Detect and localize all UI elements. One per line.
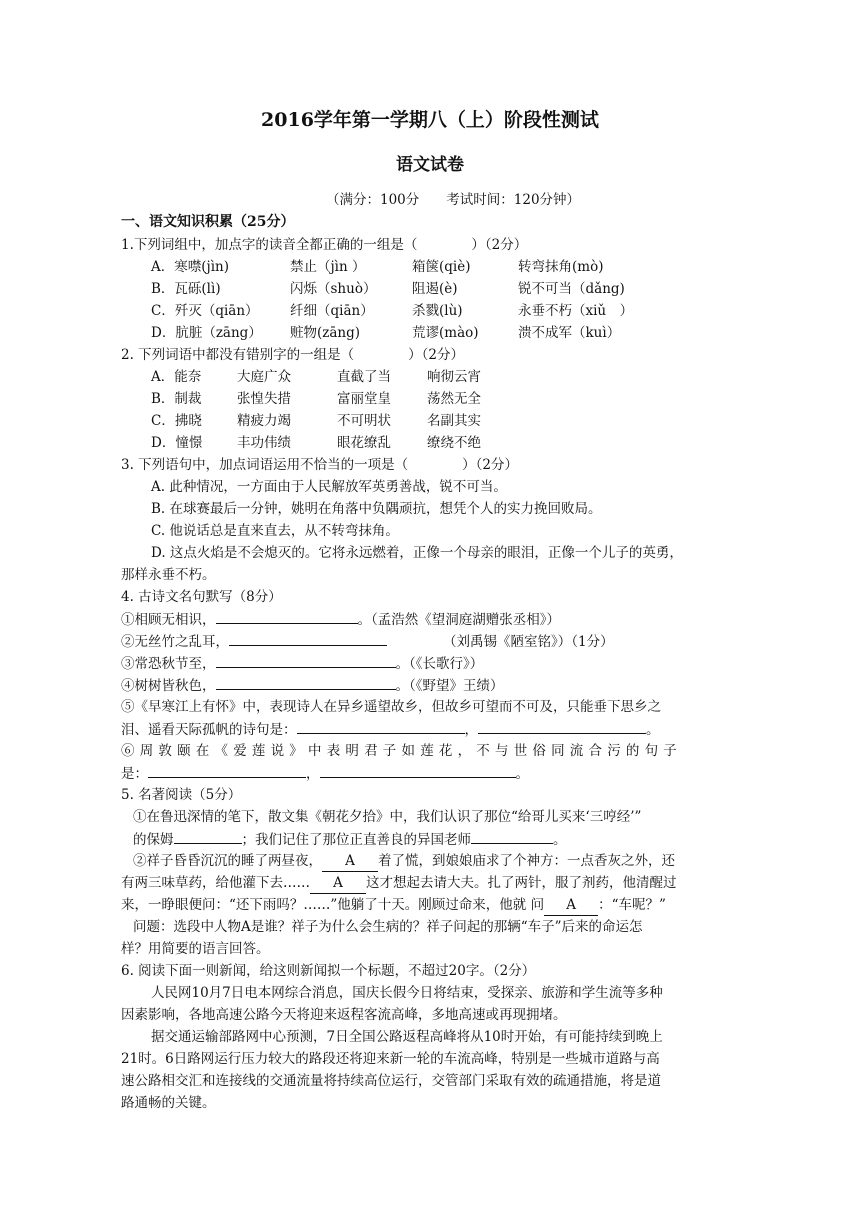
q2-d-2: 丰功伟绩 bbox=[237, 435, 291, 451]
question-4-stem: 4. 古诗文名句默写（8分） bbox=[121, 589, 282, 605]
q1-b-4: 锐不可当（dǎng) bbox=[518, 281, 625, 297]
q1-d-2: 赃物(zāng) bbox=[290, 325, 361, 341]
q5-part-2 bbox=[133, 851, 675, 872]
q5-part-1: ①在鲁迅深情的笔下，散文集《朝花夕拾》中，我们认识了那位“给哥儿买来‘三哼经’” bbox=[133, 809, 642, 825]
q5-part-2-line3 bbox=[121, 895, 666, 916]
q2-b-2: 张惶失措 bbox=[237, 391, 291, 407]
q3-option-b: B. 在球赛最后一分钟，姚明在角落中负隅顽抗，想凭个人的实力挽回败局。 bbox=[151, 501, 602, 517]
q1-d-3: 荒谬(mào) bbox=[412, 325, 479, 341]
q4-item-4-text: ④树树皆秋色， bbox=[121, 678, 216, 694]
a-mark: A bbox=[322, 851, 378, 872]
q2-d-3: 眼花缭乱 bbox=[337, 435, 391, 451]
question-1-stem: 1.下列词组中，加点字的读音全都正确的一组是（ ）（2分） bbox=[121, 237, 528, 253]
q5-part-2-text: ②祥子昏昏沉沉的睡了两昼夜， bbox=[133, 853, 322, 869]
q4-item-6-prompt: 是： bbox=[121, 766, 148, 782]
q2-d-4: 缭绕不绝 bbox=[427, 435, 481, 451]
answer-blank[interactable] bbox=[216, 675, 396, 690]
q1-a-4: 转弯抹角(mò) bbox=[518, 259, 604, 275]
q2-d-1: D．憧憬 bbox=[151, 435, 203, 451]
news-line: 人民网10月7日电本网综合消息，国庆长假今日将结束，受探亲、旅游和学生流等多种 bbox=[151, 985, 663, 1001]
question-2-stem: 2. 下列词语中都没有错别字的一组是（ ）（2分） bbox=[121, 347, 465, 363]
q4-item-3-text: ③常恐秋节至， bbox=[121, 656, 216, 672]
exam-title: 2016学年第一学期八（上）阶段性测试 bbox=[261, 109, 599, 131]
answer-blank[interactable] bbox=[174, 829, 242, 844]
q1-b-3: 阻遏(è) bbox=[412, 281, 458, 297]
answer-blank[interactable] bbox=[320, 763, 516, 778]
q4-item-6-cont: 是： ， 。 bbox=[121, 763, 529, 784]
q1-c-2: 纤细（qiān） bbox=[290, 303, 374, 319]
question-6-stem: 6. 阅读下面一则新闻，给这则新闻拟一个标题，不超过20字。（2分） bbox=[121, 963, 536, 979]
q3-option-a: A. 此种情况，一方面由于人民解放军英勇善战，锐不可当。 bbox=[151, 479, 507, 495]
q1-d-4: 溃不成军（kuì） bbox=[518, 325, 621, 341]
q2-a-4: 响彻云宵 bbox=[427, 369, 481, 385]
q2-c-1: C．拂晓 bbox=[151, 413, 202, 429]
a-mark: A bbox=[544, 895, 598, 916]
q3-option-c: C. 他说话总是直来直去，从不转弯抹角。 bbox=[151, 523, 399, 539]
answer-blank[interactable] bbox=[216, 653, 396, 668]
q1-b-2: 闪烁（shuò） bbox=[290, 281, 377, 297]
exam-subtitle: 语文试卷 bbox=[396, 155, 464, 175]
answer-blank[interactable] bbox=[478, 719, 646, 734]
q2-a-2: 大庭广众 bbox=[237, 369, 291, 385]
q5-part-1-cont: 的保姆 ；我们记住了那位正直善良的异国老师 。 bbox=[133, 829, 567, 850]
news-line: 速公路相交汇和连接线的交通流量将持续高位运行，交管部门采取有效的疏通措施，将是道 bbox=[121, 1073, 661, 1089]
q5-question: 问题：选段中人物A是谁？祥子为什么会生病的？祥子问起的那辆“车子”后来的命运怎 bbox=[133, 919, 643, 935]
q4-item-2-source: （刘禹锡《陋室铭》）（1分） bbox=[443, 634, 614, 650]
section-heading: 一、语文知识积累（25分） bbox=[121, 214, 295, 230]
q4-item-1-text: ①相顾无相识， bbox=[121, 612, 216, 628]
q5-part-2-line2 bbox=[121, 873, 677, 894]
q4-item-4 bbox=[121, 675, 504, 696]
q3-option-d: D. 这点火焰是不会熄灭的。它将永远燃着，正像一个母亲的眼泪，正像一个儿子的英勇， bbox=[151, 545, 683, 561]
q4-item-3-source: 。（《长歌行》） bbox=[395, 656, 484, 672]
q4-item-1-source: 。（孟浩然《望洞庭湖赠张丞相》） bbox=[357, 612, 560, 628]
q2-b-4: 荡然无全 bbox=[427, 391, 481, 407]
q2-c-4: 名副其实 bbox=[427, 413, 481, 429]
news-line: 据交通运输部路网中心预测，7日全国公路返程高峰将从10时开始，有可能持续到晚上 bbox=[151, 1029, 663, 1045]
q1-a-2: 禁止（jìn ） bbox=[290, 259, 366, 275]
q1-d-1: D．肮脏（zāng） bbox=[151, 325, 262, 341]
q5-part-2-text5: 来，一睁眼便问：“还下雨吗？……”他躺了十天。刚顾过命来，他就 问 bbox=[121, 897, 545, 913]
news-line: 21时。6日路网运行压力较大的路段还将迎来新一轮的车流高峰，特别是一些城市道路与高 bbox=[121, 1051, 660, 1067]
q4-item-2-text: ②无丝竹之乱耳， bbox=[121, 634, 229, 650]
q4-item-6: ⑥周敦颐在《爱莲说》中表明君子如莲花，不与世俗同流合污的句子 bbox=[121, 743, 682, 759]
q4-item-3 bbox=[121, 653, 483, 674]
q1-b-1: B．瓦砾(lì) bbox=[151, 281, 221, 297]
answer-blank[interactable] bbox=[297, 719, 465, 734]
q1-c-4: 永垂不朽（xiǔ ） bbox=[518, 303, 634, 319]
q2-a-1: A．能奈 bbox=[151, 369, 202, 385]
q1-c-3: 杀戮(lù) bbox=[412, 303, 463, 319]
q2-c-2: 精疲力竭 bbox=[237, 413, 291, 429]
answer-blank[interactable] bbox=[471, 829, 553, 844]
q4-item-2 bbox=[121, 631, 614, 652]
q5-question-cont: 样？用简要的语言回答。 bbox=[121, 941, 270, 957]
news-line: 路通畅的关键。 bbox=[121, 1095, 216, 1111]
question-3-stem: 3. 下列语句中，加点词语运用不恰当的一项是（ ）（2分） bbox=[121, 457, 519, 473]
q5-part-2-text2: 着了慌，到娘娘庙求了个神方：一点香灰之外，还 bbox=[378, 853, 675, 869]
q5-part-2-text3: 有两三味草药，给他灌下去…… bbox=[121, 875, 310, 891]
q5-part-2-text6: ：“车呢？” bbox=[598, 897, 666, 913]
answer-blank[interactable] bbox=[148, 763, 306, 778]
q5-part-1-text2: ；我们记住了那位正直善良的异国老师 bbox=[241, 832, 471, 848]
q1-a-3: 箱箧(qiè) bbox=[412, 259, 471, 275]
q2-b-1: B．制裁 bbox=[151, 391, 202, 407]
q4-item-4-source: 。（《野望》王绩） bbox=[395, 678, 504, 694]
q3-option-d-cont: 那样永垂不朽。 bbox=[121, 567, 216, 583]
question-5-stem: 5. 名著阅读（5分） bbox=[121, 787, 242, 803]
q1-c-1: C．歼灭（qiān） bbox=[151, 303, 259, 319]
q4-item-5-prompt: 泪、遥看天际孤帆的诗句是： bbox=[121, 722, 297, 738]
answer-blank[interactable] bbox=[229, 631, 387, 646]
q5-part-1-text: 的保姆 bbox=[133, 832, 174, 848]
answer-blank[interactable] bbox=[216, 609, 358, 624]
q4-item-5: ⑤《早寒江上有怀》中，表现诗人在异乡遥望故乡，但故乡可望而不可及，只能垂下思乡之 bbox=[121, 699, 661, 715]
news-line: 因素影响，各地高速公路今天将迎来返程客流高峰，多地高速或再现拥堵。 bbox=[121, 1007, 567, 1023]
q4-item-1 bbox=[121, 609, 560, 630]
q2-a-3: 直截了当 bbox=[337, 369, 391, 385]
q5-part-2-text4: 这才想起去请大夫。扎了两针，服了剂药，他清醒过 bbox=[366, 875, 677, 891]
q2-c-3: 不可明状 bbox=[337, 413, 391, 429]
q4-item-5-cont: 泪、遥看天际孤帆的诗句是： ， 。 bbox=[121, 719, 660, 740]
q1-a-1: A．寒噤(jìn) bbox=[151, 259, 229, 275]
a-mark: A bbox=[310, 873, 366, 894]
q2-b-3: 富丽堂皇 bbox=[337, 391, 391, 407]
exam-meta: （满分：100分 考试时间：120分钟） bbox=[326, 192, 581, 208]
